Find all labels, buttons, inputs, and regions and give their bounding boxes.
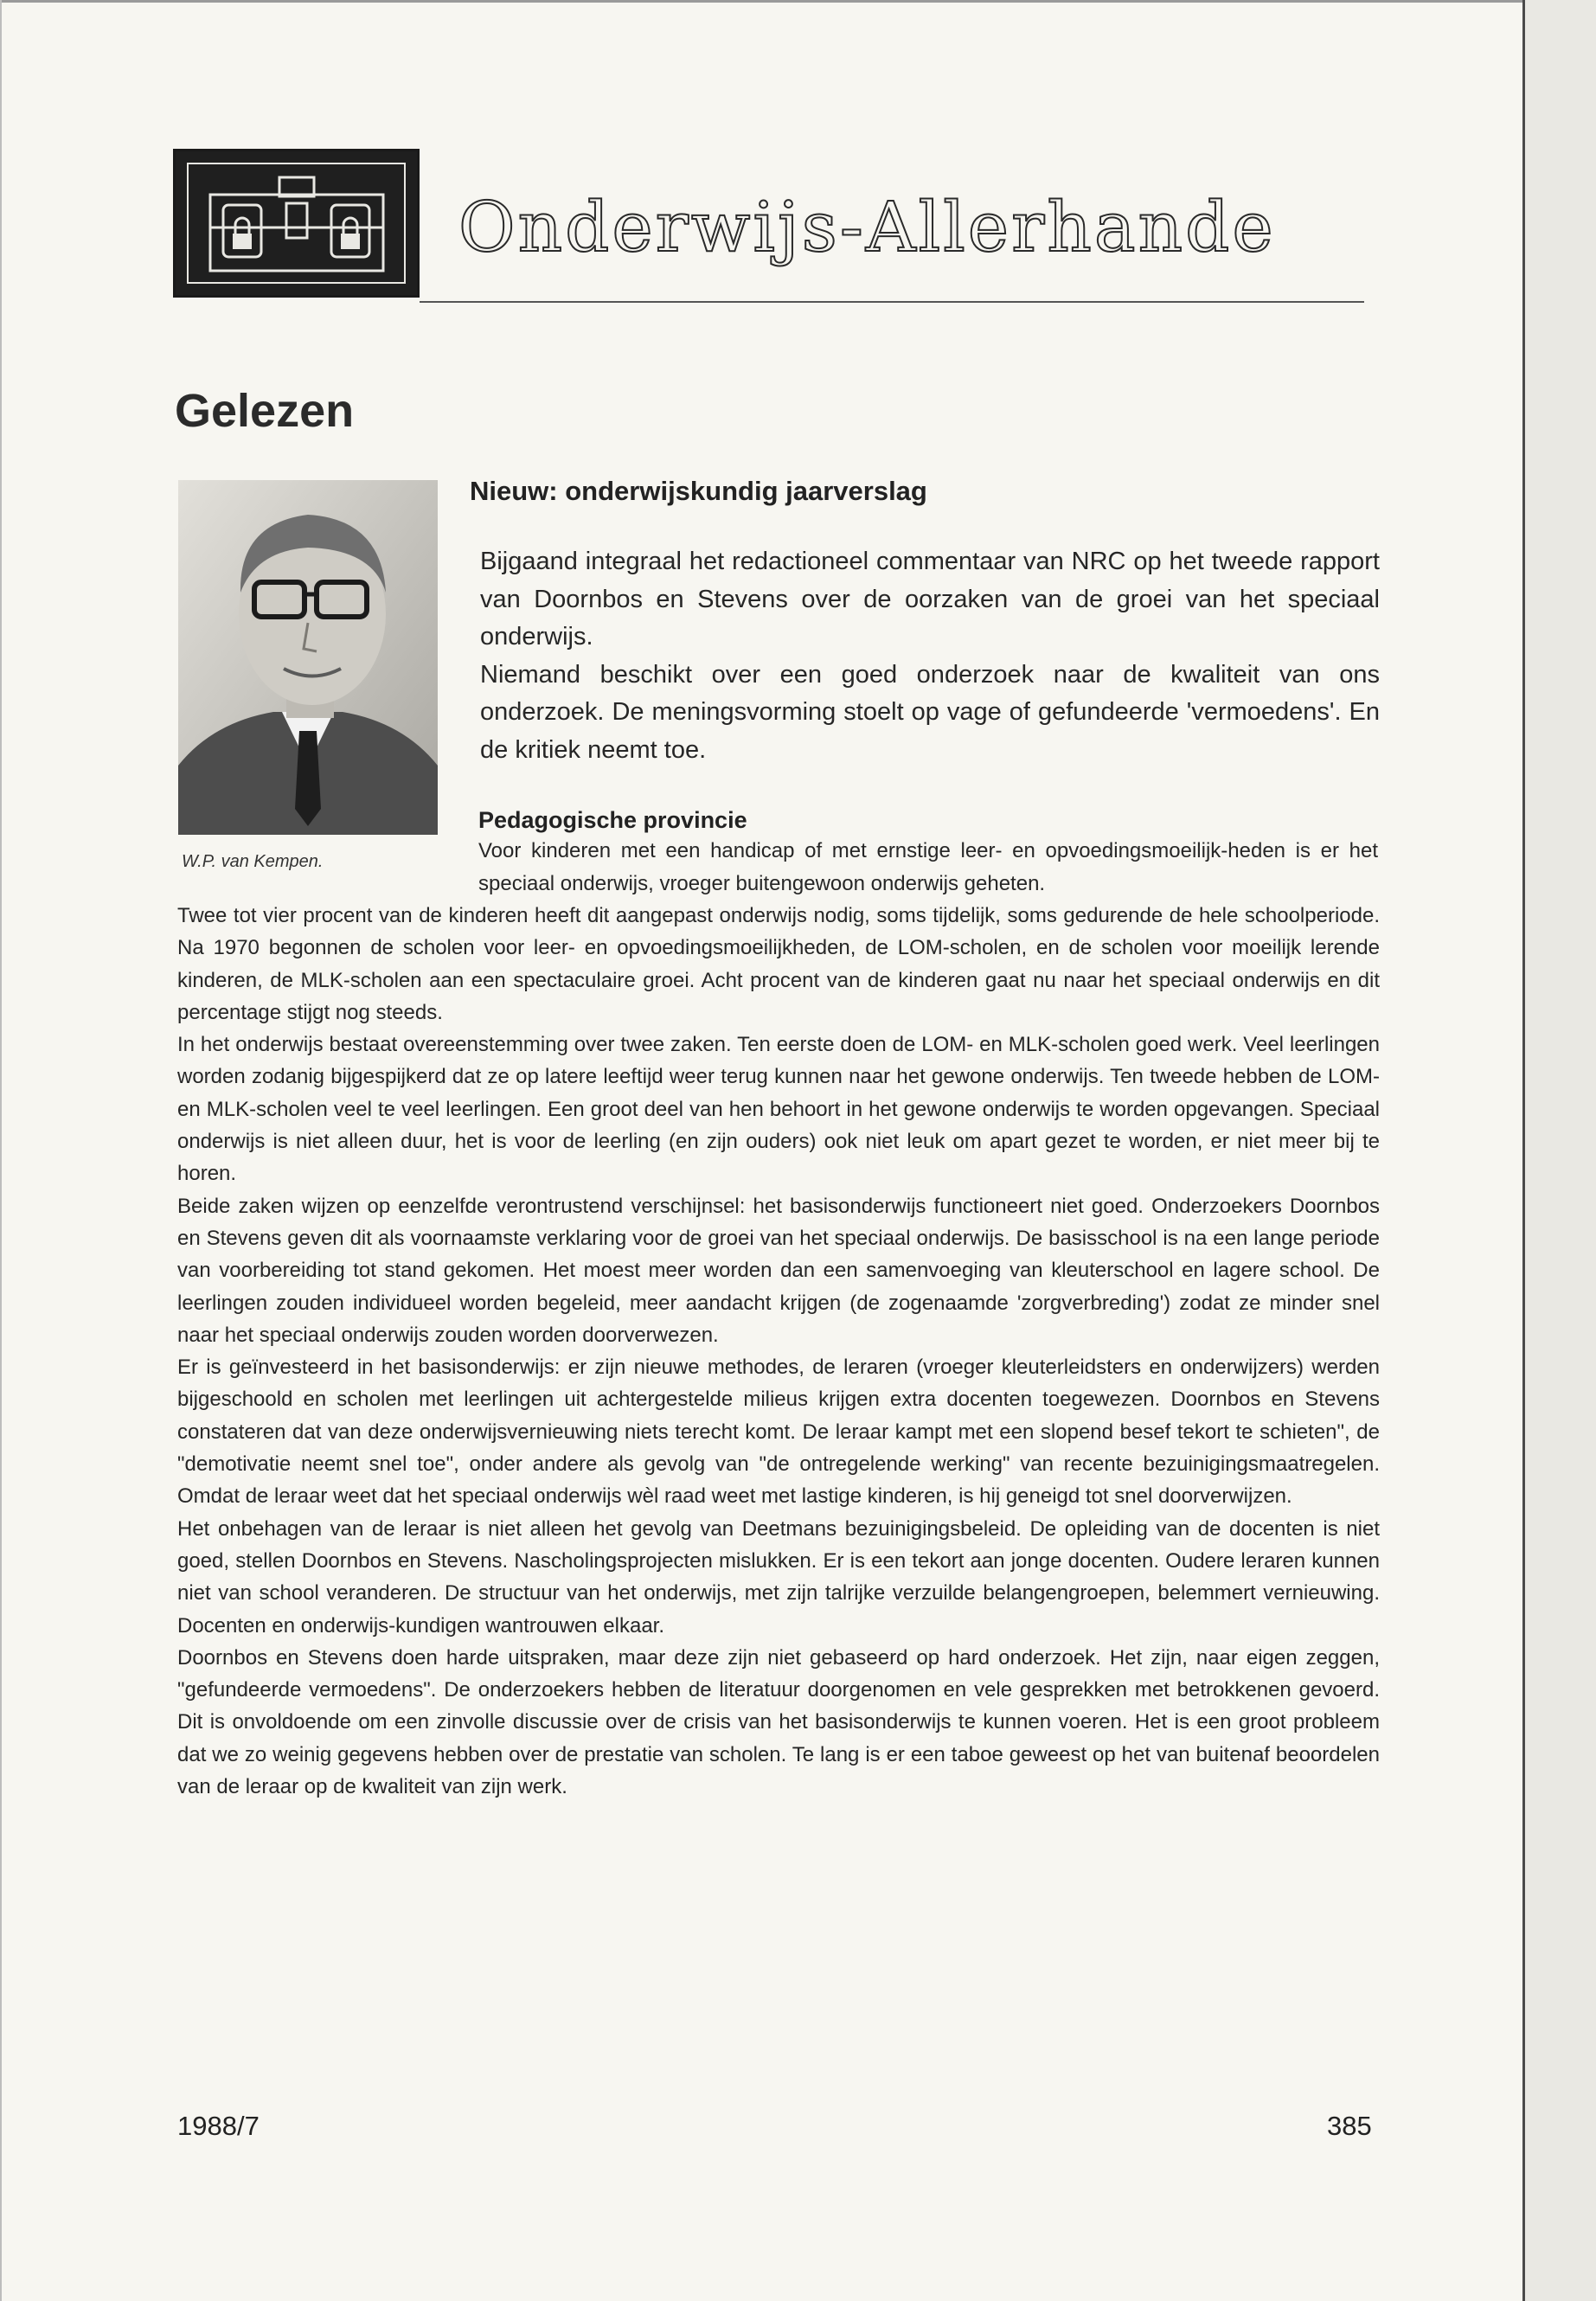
section-title: Gelezen bbox=[175, 385, 355, 437]
body-paragraph: Beide zaken wijzen op eenzelfde verontrustend verschijnsel: het basisonderwijs functioneert niet goed. Onderzoekers Doornbos en Stevens geven dit als voornaamste verklaring voor de groei van het speciaal onderwijs. De basisschool is na een lange periode van voorbereiding tot stand gekomen. Het moest meer worden dan een samenvoeging van kleuterschool en lagere school. De leerlingen zouden individueel worden begeleid, meer aandacht krijgen (de zogenaamde 'zorgverbreding') zodat ze minder snel naar het speciaal onderwijs zouden worden doorverwezen. bbox=[177, 1194, 1380, 1347]
masthead-divider bbox=[420, 301, 1364, 303]
body-paragraph: Er is geïnvesteerd in het basisonderwijs: er zijn nieuwe methodes, de leraren (vroeger kleuterleidsters en onderwijzers) werden bijgeschoold en scholen met leerlingen uit achtergestelde milieus krijgen extra docenten toegewezen. Doornbos en Stevens constateren dat van deze onderwijsvernieuwing niets terecht komt. De leraar kampt met een slopend besef tekort te schieten", de "demotivatie neemt snel toe", onder andere als gevolg van "de ontregelende werking" van recente bezuinigingsmaatregelen. Omdat de leraar weet dat het speciaal onderwijs wèl raad weet met lastige kinderen, is hij geneigd tot snel doorverwijzen. bbox=[177, 1356, 1380, 1509]
page-left-border bbox=[0, 0, 2, 2301]
issue-number: 1988/7 bbox=[177, 2111, 260, 2141]
body-paragraph: Het onbehagen van de leraar is niet alleen het gevolg van Deetmans bezuinigingsbeleid. De opleiding van de docenten is niet goed, stellen Doornbos en Stevens. Nascholingsprojecten mislukken. Er is een tekort aan jonge docenten. Oudere leraren kunnen niet van school veranderen. De structuur van het onderwijs, met zijn talrijke verzuilde belangengroepen, belemmert vernieuwing. Docenten en onderwijs-kundigen wantrouwen elkaar. bbox=[177, 1516, 1380, 1638]
body-paragraph: Twee tot vier procent van de kinderen heeft dit aangepast onderwijs nodig, soms tijdelijk, soms gedurende de hele schoolperiode. Na 1970 begonnen de scholen voor leer- en opvoedingsmoeilijkheden, de LOM-scholen, en de scholen voor moeilijk lerende kinderen, de MLK-scholen aan een spectaculaire groei. Acht procent van de kinderen gaat nu naar het speciaal onderwijs en dit percentage stijgt nog steeds. bbox=[177, 904, 1380, 1024]
intro-paragraph: Niemand beschikt over een goed onderzoek naar de kwaliteit van ons onderzoek. De meningsvorming stoelt op vage of gefundeerde 'vermoedens'. En de kritiek neemt toe. bbox=[480, 660, 1380, 764]
intro-paragraph: Bijgaand integraal het redactioneel commentaar van NRC op het tweede rapport van Doornbos en Stevens over de oorzaken van de groei van het speciaal onderwijs. bbox=[480, 548, 1380, 651]
author-portrait bbox=[178, 480, 438, 835]
body-paragraph: Doornbos en Stevens doen harde uitspraken, maar deze zijn niet gebaseerd op hard onderzoek. Het zijn, naar eigen zeggen, "gefundeerde vermoedens". De onderzoekers hebben de literatuur doorgenomen en vele gesprekken met betrokkenen gevoerd. Dit is onvoldoende om een zinvolle discussie over de crisis van het basisonderwijs te kunnen voeren. Het is een groot probleem dat we zo weinig gegevens hebben over de prestatie van scholen. Te lang is er een taboe geweest op het van buitenaf beoordelen van de leraar op de kwaliteit van zijn werk. bbox=[177, 1645, 1380, 1799]
intro-text bbox=[480, 543, 1380, 769]
body-paragraph: In het onderwijs bestaat overeenstemming over twee zaken. Ten eerste doen de LOM- en MLK-scholen goed werk. Veel leerlingen worden zodanig bijgespijkerd dat ze op latere leeftijd weer terug kunnen naar het gewone onderwijs. Ten tweede hebben de LOM- en MLK-scholen veel te veel leerlingen. Een groot deel van hen behoort in het gewone onderwijs te worden opgevangen. Speciaal onderwijs is niet alleen duur, het is voor de leerling (en zijn ouders) ook niet leuk om apart gezet te worden, er niet meer bij te horen. bbox=[177, 1033, 1380, 1186]
school-bag-icon bbox=[173, 149, 420, 298]
article-heading: Nieuw: onderwijskundig jaarverslag bbox=[470, 476, 927, 506]
article-body bbox=[177, 900, 1380, 1803]
page-top-border bbox=[0, 0, 1522, 3]
portrait-caption: W.P. van Kempen. bbox=[182, 852, 324, 871]
article-subheading: Pedagogische provincie bbox=[478, 807, 747, 833]
masthead-title: Onderwijs-Allerhande bbox=[458, 187, 1276, 267]
subheading-lead-text: Voor kinderen met een handicap of met ernstige leer- en opvoedingsmoeilijk-heden is er het speciaal onderwijs, vroeger buitengewoon onderwijs geheten. bbox=[478, 839, 1378, 895]
page-number: 385 bbox=[1327, 2111, 1372, 2141]
